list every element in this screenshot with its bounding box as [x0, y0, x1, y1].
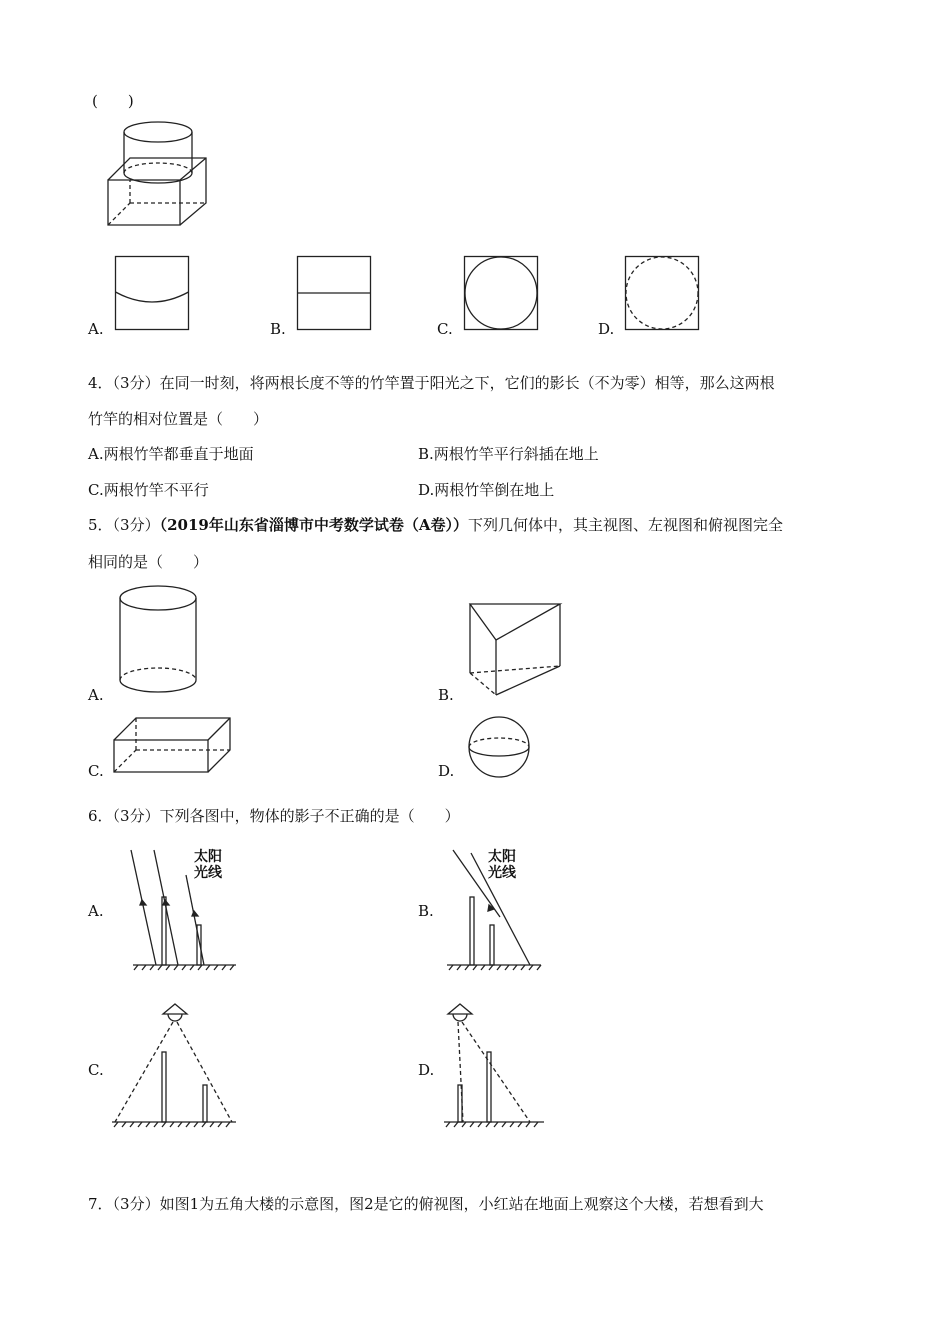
q3-option-d-figure[interactable] — [625, 256, 700, 331]
q4-option-c[interactable]: C.两根竹竿不平行 — [88, 481, 209, 499]
q5-option-b-label: B. — [438, 686, 454, 704]
q5-stem-rest: 下列几何体中，其主视图、左视图和俯视图完全 — [467, 516, 783, 534]
q3-option-c-figure[interactable] — [464, 256, 539, 331]
q5-stem-line1 — [88, 514, 783, 535]
q4-stem-line1: 4．（3分）在同一时刻，将两根长度不等的竹竿置于阳光之下，它们的影长（不为零）相等，那么这两根 — [88, 374, 775, 392]
q3-option-d-label: D. — [598, 320, 615, 338]
q4-option-d[interactable]: D.两根竹竿倒在地上 — [418, 481, 555, 499]
q5-option-c-label: C. — [88, 762, 104, 780]
q5-prefix: 5．（3分） — [88, 516, 160, 534]
q5-option-a-cylinder[interactable] — [118, 585, 200, 700]
q6-b-sun-label-line1: 太阳 — [488, 849, 516, 865]
q5-stem-line2: 相同的是（ ） — [88, 553, 209, 571]
q4-stem-line2: 竹竿的相对位置是（ ） — [88, 410, 269, 428]
q7-stem-line1: 7．（3分）如图1为五角大楼的示意图，图2是它的俯视图，小红站在地面上观察这个大楼，若想看到大 — [88, 1195, 764, 1213]
q6-option-c-figure[interactable] — [110, 1000, 240, 1135]
q3-option-c-label: C. — [437, 320, 453, 338]
q6-option-d-label: D. — [418, 1061, 435, 1079]
q6-option-b-label: B. — [418, 902, 434, 920]
q6-a-sun-label — [194, 849, 222, 881]
q3-option-b-figure[interactable] — [297, 256, 372, 331]
q6-option-c-label: C. — [88, 1061, 104, 1079]
q3-option-a-label: A. — [88, 320, 104, 338]
q5-option-b-prism[interactable] — [466, 600, 566, 700]
q3-solid-figure — [100, 118, 220, 233]
q3-option-a-figure[interactable] — [115, 256, 190, 331]
q6-b-sun-label-line2: 光线 — [488, 865, 516, 881]
q6-b-sun-label — [488, 849, 516, 881]
q6-stem: 6．（3分）下列各图中，物体的影子不正确的是（ ） — [88, 807, 460, 825]
q4-option-b[interactable]: B.两根竹竿平行斜插在地上 — [418, 445, 599, 463]
q5-option-a-label: A. — [88, 686, 104, 704]
q6-option-a-label: A. — [88, 902, 104, 920]
q5-option-d-label: D. — [438, 762, 455, 780]
q3-answer-paren: ( ) — [92, 92, 134, 110]
q3-option-b-label: B. — [270, 320, 286, 338]
q4-option-a[interactable]: A.两根竹竿都垂直于地面 — [88, 445, 254, 463]
q6-a-sun-label-line1: 太阳 — [194, 849, 222, 865]
q6-a-sun-label-line2: 光线 — [194, 865, 222, 881]
q5-option-d-sphere[interactable] — [466, 714, 532, 780]
q6-option-d-figure[interactable] — [440, 1000, 550, 1135]
q5-option-c-cuboid[interactable] — [112, 714, 234, 776]
q5-source: （2019年山东省淄博市中考数学试卷（A卷）） — [159, 516, 468, 534]
